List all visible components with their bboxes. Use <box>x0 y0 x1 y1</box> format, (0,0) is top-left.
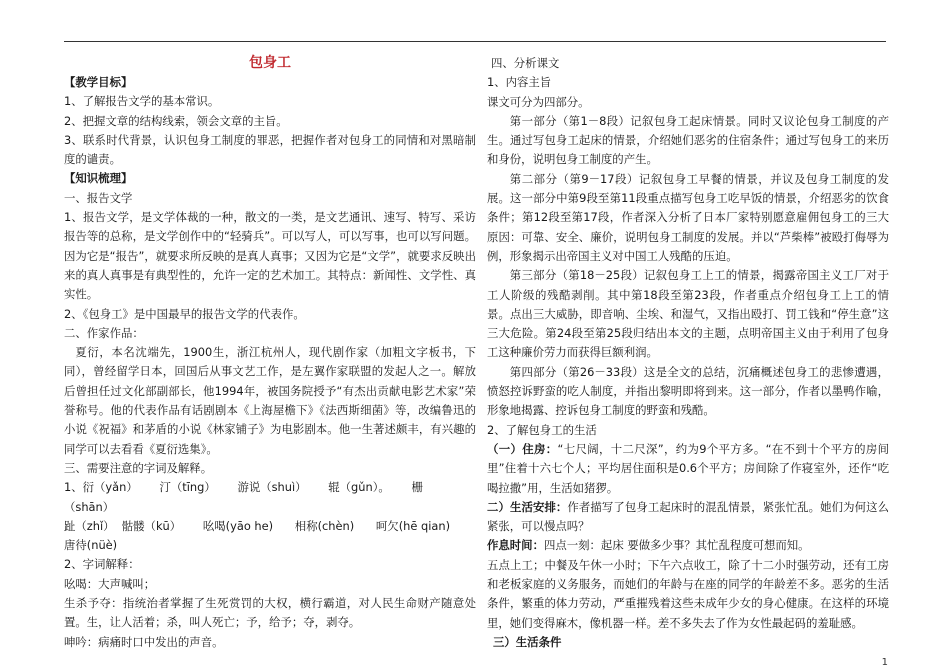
section-title: 一、报告文学 <box>64 190 133 205</box>
word-item: 呻吟：病痛时口中发出的声音。 <box>64 634 224 649</box>
part-paragraph: 第二部分（第9－17段）记叙包身工早餐的情景，并议及包身工制度的发展。这一部分中第9段至第11段重点描写包身工吃早饭的情景，介绍恶劣的饮食条件；第12段至第17段，作者深入分析了日本厂家特别愿意雇佣包身工的三大原因：可靠、安全、廉价，说明包身工制度的发展。并以“芦柴棒”被殴打侮辱为例，形象揭示出帝国主义对中国工人残酷的压迫。 <box>487 171 889 263</box>
right-column <box>487 54 889 652</box>
conditions-label: 三）生活条件 <box>493 634 562 649</box>
rest-text: 四点一刻：起床 要做多少事？其忙乱程度可想而知。 <box>543 538 810 553</box>
pinyin-line: 1、衍（yǎn） 汀（tīng） 游说（shuì） 辊（gǔn）。 栅 <box>64 480 423 495</box>
part-paragraph: 第三部分（第18－25段）记叙包身工上工的情景，揭露帝国主义工厂对于工人阶级的残酷剥削。其中第18段至第23段，作者重点介绍包身工上工的情景。点出三大威胁，即音响、尘埃、和湿气，又指出殴打、罚工钱和“停生意”这三大危险。第24段至第25段归结出本文的主题，点明帝国主义由于利用了包身工这种廉价劳力而获得巨额利润。 <box>487 268 889 360</box>
part-paragraph: 第一部分（第1－8段）记叙包身工起床情景。同时又议论包身工制度的产生。通过写包身工起床的情景，介绍她们恶劣的住宿条件；通过写包身工的来历和身份，说明包身工制度的产生。 <box>487 113 889 167</box>
goal-item: 2、把握文章的结构线索，领会文章的主旨。 <box>64 113 288 128</box>
rest-paragraph <box>487 536 889 555</box>
goal-item: 3、联系时代背景，认识包身工制度的罪恶，把握作者对包身工的同情和对黑暗制度的谴责。 <box>64 132 476 167</box>
paragraph: 1、报告文学，是文学体裁的一种，散文的一类，是文艺通讯、速写、特写、采访报告等的总称，是文学创作中的“轻骑兵”。可以写人，可以写事，也可以写问题。因为它是“报告”，就要求所反映的是真人真事；又因为它是“文学”，就要求反映出来的真人真事是有典型性的，允许一定的艺术加工。其特点：新闻性、文学性、真实性。 <box>64 210 476 302</box>
words-title: 2、字词解释： <box>64 557 140 572</box>
page-number: 1 <box>881 657 888 668</box>
arrange-label: 二）生活安排： <box>487 499 568 514</box>
rest-label: 作息时间： <box>487 538 544 553</box>
heading-knowledge: 【知识梳理】 <box>64 171 133 186</box>
goal-item: 1、了解报告文学的基本常识。 <box>64 94 220 109</box>
word-item: 吆喝：大声喊叫； <box>64 576 156 591</box>
word-item: 生杀予夺：指统治者掌握了生死赏罚的大权，横行霸道，对人民生命财产随意处置。生，让人活着；杀，叫人死亡；予，给予；夺，剥夺。 <box>64 596 476 630</box>
arrange-text: 作者描写了包身工起床时的混乱情景，紧张忙乱。她们为何这么紧张，可以慢点吗？ <box>487 499 889 534</box>
arrange-paragraph <box>487 498 889 537</box>
work-paragraph: 五点上工；中餐及午休一小时；下午六点收工，除了十二小时强劳动，还有工房和老板家庭的义务服务，而她们的年龄与在座的同学的年龄差不多。恶劣的生活条件，繁重的体力劳动，严重摧残着这些未成年少女的身心健康。在这样的环境里，她们变得麻木，像机器一样。差不多失去了作为女性最起码的羞耻感。 <box>487 557 889 630</box>
section-title: 二、作家作品： <box>64 325 144 340</box>
heading-teaching-goals: 【教学目标】 <box>64 75 133 89</box>
pinyin-line: （shān） <box>64 499 115 514</box>
part-paragraph: 第四部分（第26－33段）这是全文的总结，沉痛概述包身工的悲惨遭遇，愤怒控诉野蛮的吃人制度，并指出黎明即将到来。这一部分，作者以墨鸭作喻，形象地揭露、控诉包身工制度的野蛮和残酷。 <box>487 364 889 418</box>
paragraph: 课文可分为四部分。 <box>487 94 590 109</box>
section-title: 三、需要注意的字词及解释。 <box>64 460 213 475</box>
section-title: 四、分析课文 <box>491 56 560 70</box>
living-label: （一）住房： <box>487 441 558 456</box>
paragraph-author: 夏衍，本名沈端先，1900生，浙江杭州人，现代剧作家（加粗文字板书，下同），曾经留学日本，回国后从事文艺工作，是左翼作家联盟的发起人之一。解放后曾担任过文化部副部长，他1994年，被国务院授予“有杰出贡献电影艺术家”荣誉称号。他的代表作品有话剧剧本《上海屋檐下》《法西斯细菌》等，改编鲁迅的小说《祝福》和茅盾的小说《林家铺子》为电影剧本。他一生著述颇丰，有兴趣的同学可以去看看《夏衍选集》。 <box>64 345 476 456</box>
pinyin-line: 趾（zhǐ） 骷髅（kū） 吆喝(yāo he) 相称(chèn) 呵欠(hē qian) <box>64 518 451 533</box>
header-rule <box>64 41 886 42</box>
living-text: “七尺阔，十二尺深”，约为9个平方多。“在不到十个平方的房间里”住着十六七个人；平均居住面积是0.6个平方；房间除了作寝室外，还作“吃喝拉撒”用，生活如猪猡。 <box>487 441 889 495</box>
paragraph: 2、《包身工》是中国最早的报告文学的代表作。 <box>64 306 305 321</box>
subsection-title: 1、内容主旨 <box>487 75 552 90</box>
subsection-title: 2、了解包身工的生活 <box>487 422 597 437</box>
living-paragraph <box>487 440 889 498</box>
document-title: 包身工 <box>249 55 291 71</box>
pinyin-line: 唐待(nüè) <box>64 538 118 553</box>
left-column <box>64 54 476 652</box>
